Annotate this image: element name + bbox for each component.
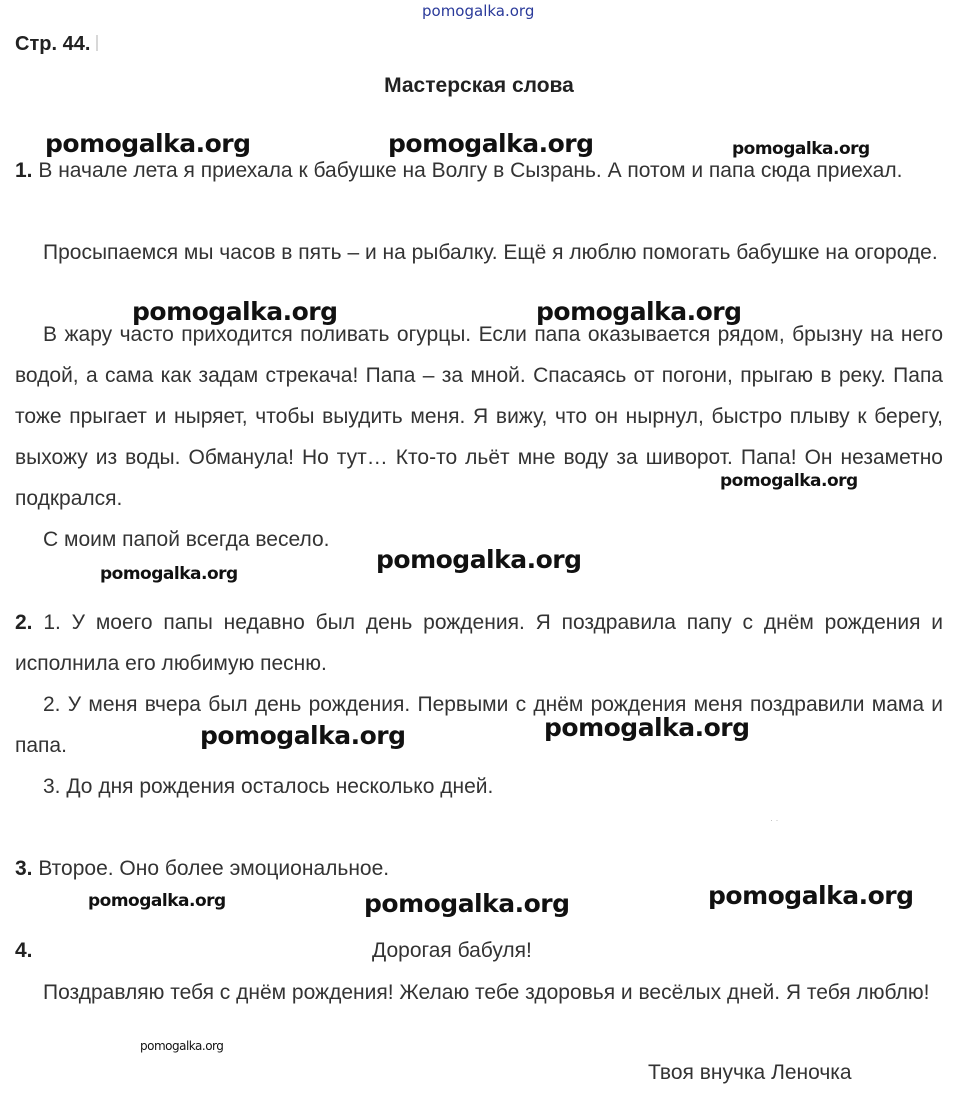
watermark: pomogalka.org (732, 139, 870, 159)
task1-paragraph-4: С моим папой всегда весело. (43, 528, 330, 551)
page-reference-text: Стр. 44. (15, 33, 91, 55)
task1-number: 1. (15, 159, 33, 182)
watermark: pomogalka.org (364, 889, 570, 918)
watermark: pomogalka.org (544, 713, 750, 742)
watermark: pomogalka.org (376, 545, 582, 574)
watermark: pomogalka.org (720, 471, 858, 491)
watermark: pomogalka.org (88, 891, 226, 911)
watermark: pomogalka.org (132, 297, 338, 326)
task4-heading (15, 930, 943, 971)
divider-mark (96, 35, 98, 51)
watermark-top-link[interactable]: pomogalka.org (422, 2, 535, 20)
task2-sentence-2: 2. У меня вчера был день рождения. Первыми с днём рождения меня поздравили мама и папа. (15, 693, 943, 757)
task1-paragraph-3: В жару часто приходится поливать огурцы. Если папа оказывается рядом, брызну на него водой, а сама как задам стрекача! Папа – за мной. Спасаясь от погони, прыгаю в реку. Папа тоже прыгает и ныряет, чтобы выудить меня. Я вижу, что он нырнул, быстро плыву к берегу, выхожу из воды. Обманула! Но тут… Кто-то льёт мне воду за шиворот. Папа! Он незаметно подкрался. (15, 323, 943, 510)
page-reference (15, 33, 98, 56)
watermark: pomogalka.org (100, 564, 238, 584)
task1-paragraph-2: Просыпаемся мы часов в пять – и на рыбалку. Ещё я люблю помогать бабушке на огороде. (43, 241, 938, 264)
scan-speck: · · (770, 815, 779, 825)
task2-number: 2. (15, 611, 33, 634)
task3-number: 3. (15, 857, 33, 880)
watermark: pomogalka.org (388, 129, 594, 158)
watermark: pomogalka.org (140, 1039, 224, 1053)
task4-greeting: Дорогая бабуля! (372, 939, 532, 962)
task1-paragraph-1 (15, 150, 943, 191)
watermark: pomogalka.org (708, 881, 914, 910)
task2-sentence-3: 3. До дня рождения осталось несколько дней. (43, 775, 494, 798)
watermark: pomogalka.org (536, 297, 742, 326)
task4-signature: Твоя внучка Леночка (648, 1061, 852, 1084)
task4-number: 4. (15, 939, 33, 962)
task2-sentence-1 (15, 602, 943, 684)
task3-text: Второе. Оно более эмоциональное. (38, 857, 390, 880)
page-title: Мастерская слова (384, 74, 574, 97)
watermark: pomogalka.org (200, 721, 406, 750)
task1-text-1: В начале лета я приехала к бабушке на Волгу в Сызрань. А потом и папа сюда приехал. (38, 159, 903, 182)
task4-letter-body: Поздравляю тебя с днём рождения! Желаю тебе здоровья и весёлых дней. Я тебя люблю! (43, 981, 930, 1004)
task3-paragraph (15, 848, 943, 889)
watermark: pomogalka.org (45, 129, 251, 158)
task2-text-1: 1. У моего папы недавно был день рождения. Я поздравила папу с днём рождения и исполнила его любимую песню. (15, 611, 944, 675)
